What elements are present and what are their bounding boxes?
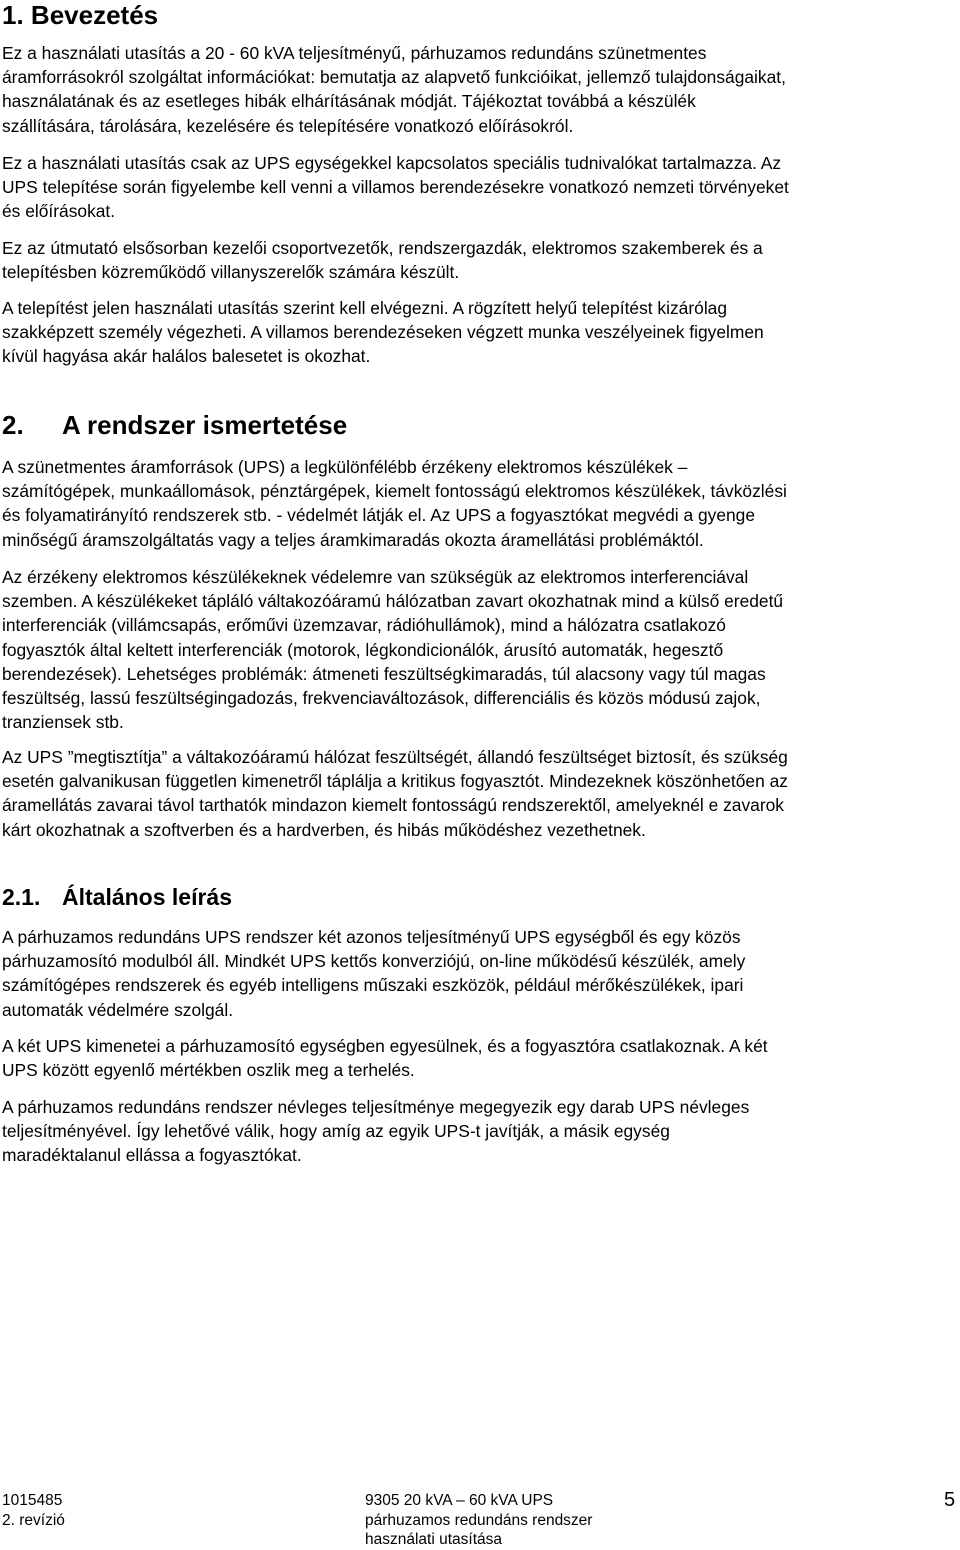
section-2-paragraph-3 [2, 745, 942, 842]
footer-title-line: használati utasítása [365, 1531, 503, 1548]
text-line: berendezések). Lehetséges problémák: átmeneti feszültségkimaradás, túl alacsony vagy túl magas [2, 663, 766, 684]
text-line: interferenciák (villámcsapás, erőművi üzemzavar, rádióhullámok), mind a hálózatra csatlakozó [2, 615, 726, 636]
text-line: minőségű áramszolgáltatás vagy a teljes áramkimaradás okozta áramellátási problémáktól. [2, 529, 704, 550]
text-line: fogyasztók által keltett interferenciák (motorok, légkondicionálók, árusító automaták, hegesztő [2, 639, 724, 660]
footer-document-title [365, 1491, 592, 1550]
footer-document-id [2, 1491, 65, 1530]
footer-title-line: 9305 20 kVA – 60 kVA UPS [365, 1492, 554, 1509]
text-line: telepítésben közreműködő villanyszerelők számára készült. [2, 262, 460, 283]
text-line: teljesítményével. Így lehetővé válik, hogy amíg az egyik UPS-t javítják, a másik egység [2, 1121, 670, 1142]
section-2-1-paragraph-3 [2, 1095, 942, 1168]
text-line: számítógépek, munkaállomások, pénztárgépek, kiemelt fontosságú elektromos készülékek, távközlési [2, 481, 787, 502]
text-line: maradéktalanul ellássa a fogyasztókat. [2, 1145, 302, 1166]
section-2-paragraph-1 [2, 455, 942, 552]
revision-label: 2. revízió [2, 1511, 65, 1529]
section-1-number: 1. [2, 0, 24, 30]
section-1-paragraph-4 [2, 296, 942, 369]
section-1-paragraph-3 [2, 236, 942, 284]
text-line: számítógépes rendszerek és egyéb intelligens műszaki eszközök, például mérőkészülékek, ipari [2, 975, 744, 996]
text-line: Az UPS ”megtisztítja” a váltakozóáramú hálózat feszültségét, állandó feszültséget biztosít, és szükség [2, 747, 788, 767]
text-line: UPS telepítése során figyelembe kell venni a villamos berendezésekre vonatkozó nemzeti törvényeket [2, 177, 789, 198]
text-line: Ez az útmutató elsősorban kezelői csoportvezetők, rendszergazdák, elektromos szakemberek és a [2, 238, 763, 258]
text-line: és előírásokat. [2, 201, 116, 222]
section-2-1-title: Általános leírás [62, 884, 233, 910]
text-line: áramforrásokról szolgáltat információkat: bemutatja az alapvető funkcióikat, jellemző tulajdonságaikat, [2, 67, 786, 88]
text-line: Az érzékeny elektromos készülékeknek védelemre van szükségük az elektromos interferenciával [2, 567, 749, 587]
footer-title-line: párhuzamos redundáns rendszer [365, 1511, 593, 1529]
text-line: Ez a használati utasítás csak az UPS egységekkel kapcsolatos speciális tudnivalókat tartalmazza. Az [2, 153, 782, 173]
text-line: kárt okozhatnak a szoftverben és a hardverben, és hibás működéshez vezethetnek. [2, 819, 646, 840]
text-line: esetén galvanikusan független kimenetről táplálja a kritikus fogyasztót. Mindezeknek köszönhetően az [2, 771, 788, 792]
text-line: feszültség, lassú feszültségingadozás, frekvenciaváltozások, differenciális és közös módusú zajok, [2, 688, 761, 709]
section-2-1-paragraph-1 [2, 925, 942, 1022]
text-line: áramellátás zavarai távol tarthatók mindazon kiemelt fontosságú rendszerektől, amelyeknél e zavarok [2, 795, 785, 816]
document-number: 1015485 [2, 1492, 63, 1509]
text-line: tranziensek stb. [2, 712, 124, 733]
text-line: szakképzett személy végezheti. A villamos berendezéseken végzett munka veszélyeinek figyelmen [2, 322, 764, 343]
text-line: UPS között egyenlő mértékben oszlik meg a terhelés. [2, 1060, 415, 1081]
text-line: automaták védelmére szolgál. [2, 999, 234, 1020]
section-1-paragraph-1 [2, 41, 942, 138]
text-line: A telepítést jelen használati utasítás szerint kell elvégezni. A rögzített helyű telepítést kizárólag [2, 298, 728, 318]
text-line: használatának és az esetleges hibák elhárításának módját. Tájékoztat továbbá a készülék [2, 91, 696, 112]
section-1-heading [2, 0, 158, 30]
text-line: szállítására, tárolására, kezelésére és telepítésére vonatkozó előírásokról. [2, 115, 574, 136]
text-line: A szünetmentes áramforrások (UPS) a legkülönfélébb érzékeny elektromos készülékek – [2, 457, 688, 477]
section-2-1-number: 2.1. [2, 884, 41, 910]
text-line: A két UPS kimenetei a párhuzamosító egységben egyesülnek, és a fogyasztóra csatlakoznak. A két [2, 1036, 768, 1056]
section-2-1-paragraph-2 [2, 1034, 942, 1082]
text-line: kívül hagyása akár halálos balesetet is okozhat. [2, 346, 371, 367]
text-line: párhuzamosító modulból áll. Mindkét UPS kettős konverziójú, on-line működésű készülék, amely [2, 951, 746, 972]
section-2-number: 2. [2, 410, 24, 440]
section-1-title: Bevezetés [30, 0, 159, 30]
text-line: A párhuzamos redundáns rendszer névleges teljesítménye megegyezik egy darab UPS névleges [2, 1097, 750, 1117]
text-line: és folyamatirányító rendszerek stb. - védelmét látják el. Az UPS a fogyasztókat megvédi a gyenge [2, 505, 756, 526]
section-2-heading [2, 410, 347, 440]
section-2-1-heading [2, 883, 232, 911]
text-line: Ez a használati utasítás a 20 - 60 kVA teljesítményű, párhuzamos redundáns szünetmentes [2, 43, 707, 63]
text-line: A párhuzamos redundáns UPS rendszer két azonos teljesítményű UPS egységből és egy közös [2, 927, 741, 947]
section-1-paragraph-2 [2, 151, 942, 224]
text-line: szemben. A készülékeket tápláló váltakozóáramú hálózatban zavart okozhatnak mind a külső eredetű [2, 591, 784, 612]
page-number: 5 [944, 1489, 956, 1511]
section-2-paragraph-2 [2, 565, 942, 734]
section-2-title: A rendszer ismertetése [62, 410, 348, 440]
